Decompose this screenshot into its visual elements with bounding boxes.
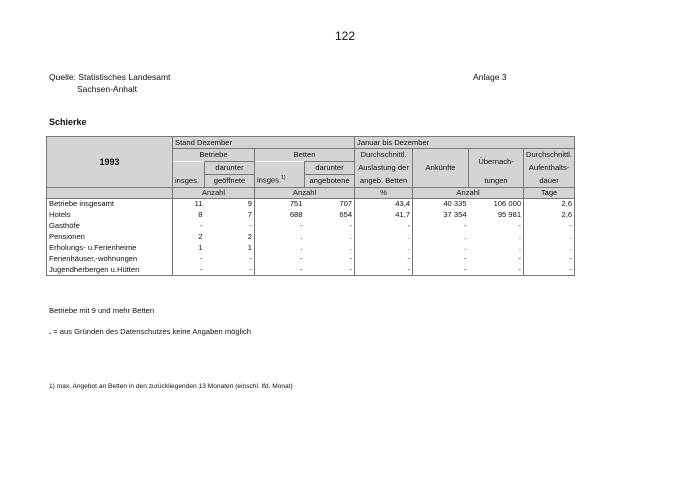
table-row [47,199,575,210]
cell-bt-ang: 707 [339,199,353,209]
row-label: Pensionen [47,232,173,243]
dot-symbol: . [49,327,52,336]
cell-bt-ang: - [305,265,355,276]
cell-ank: - [413,265,469,276]
header-auslastung-3: angeb. Betten [355,175,413,188]
source-line-1: Quelle: Statistisches Landesamt [49,72,171,82]
header-aufenthalt-2: Aufenthalts- [524,162,575,175]
header-ankuenfte: Ankünfte [413,149,469,188]
cell-bt-ang: . [349,243,353,252]
header-betten: Betten [255,149,355,162]
cell-b-ins: 8 [173,210,205,221]
cell-ueb: - [518,254,522,263]
cell-b-ins: 2 [173,232,205,243]
cell-bt-ins: - [255,221,305,232]
header-insges-betriebe: insges. [175,176,200,185]
cell-bt-ins: 751 [255,199,305,210]
cell-ueb: . [518,232,522,241]
cell-b-geo: - [249,221,252,230]
cell-ausl: . [355,232,413,243]
page-number: 122 [334,29,356,43]
cell-b-geo: 1 [247,243,252,252]
header-blank-insges-b [173,162,205,188]
cell-b-geo: 9 [247,199,252,209]
cell-ausl: - [355,265,413,276]
cell-bt-ins: - [255,254,305,265]
header-insges-betten: insges. [257,176,282,185]
cell-aufe: . [524,243,575,254]
header-auslastung-1: Durchschnittl. [355,149,413,162]
cell-ausl: 41,7 [355,210,413,221]
cell-b-geo: 2 [247,232,252,241]
cell-b-geo: 7 [247,210,252,219]
header-darunter-b: darunter [205,162,255,175]
header-auslastung-2: Auslastung der [355,162,413,175]
footnote: 1) max. Angebot an Betten in den zurückliegenden 13 Monaten (einschl. lfd. Monat) [49,383,293,390]
cell-bt-ang: - [349,221,353,230]
cell-ank: 37 354 [413,210,469,221]
cell-ueb: - [469,265,524,276]
row-label: Erholungs- u.Ferienheime [47,243,173,254]
header-aufenthalt-3: dauer [524,175,575,188]
row-label: Ferienhäuser,-wohnungen [47,254,173,265]
cell-ank: 40 335 [413,199,469,210]
unit-percent: % [355,188,413,199]
statistics-table [46,136,575,276]
cell-bt-ins: . [255,243,305,254]
cell-ueb: 95 981 [497,210,522,219]
table-row [47,221,575,232]
cell-b-geo: - [249,254,252,263]
footnote-marker: 1) [281,175,286,182]
cell-b-ins: 11 [173,199,205,210]
cell-ank: - [413,254,469,265]
cell-aufe: - [524,221,575,232]
unit-anzahl-betten: Anzahl [255,188,355,199]
cell-bt-ang: . [349,232,353,241]
unit-anzahl-betriebe: Anzahl [173,188,255,199]
cell-bt-ins: 688 [255,210,305,221]
table-row [47,265,575,276]
row-label: Gasthöfe [47,221,173,232]
cell-ausl: - [355,221,413,232]
cell-bt-ang: 654 [339,210,353,219]
table-body [47,199,575,276]
row-label: Betriebe insgesamt [47,199,173,210]
header-uebernachtungen-1: Übernach- [469,149,524,175]
table-row [47,254,575,265]
header-group-stand: Stand Dezember [173,137,355,149]
cell-aufe: - [524,254,575,265]
cell-ausl: 43,4 [355,199,413,210]
header-geoeffnete: geöffnete [205,175,255,188]
cell-b-ins: 1 [173,243,205,254]
cell-aufe: 2,6 [524,210,575,221]
dot-legend-text: = aus Gründen des Datenschutzes keine Angaben möglich [51,327,252,336]
cell-ank: . [413,232,469,243]
cell-ausl: . [355,243,413,254]
table-row [47,210,575,221]
cell-ueb: - [518,221,522,230]
cell-b-ins: - [173,221,205,232]
cell-ueb: 106 000 [493,199,522,209]
annex-label: Anlage 3 [473,72,507,82]
header-year: 1993 [47,137,173,188]
cell-ank: . [413,243,469,254]
header-betriebe: Betriebe [173,149,255,162]
cell-b-geo: - [205,265,255,276]
header-blank-insges-bt [255,162,305,188]
table-header [47,137,575,199]
cell-ank: - [413,221,469,232]
cell-ueb: . [518,243,522,252]
section-title: Schierke [49,117,87,127]
header-darunter-bt: darunter [305,162,355,175]
cell-b-ins: - [173,265,205,276]
row-label: Jugendherbergen u.Hütten [47,265,173,276]
row-label: Hotels [47,210,173,221]
header-group-jan: Januar bis Dezember [355,137,575,149]
cell-bt-ins: - [255,265,305,276]
cell-aufe: . [524,232,575,243]
table-row [47,232,575,243]
cell-b-ins: - [173,254,205,265]
header-aufenthalt-1: Durchschnittl. [524,149,575,162]
cell-bt-ins: . [255,232,305,243]
header-angebotene: angebotene [305,175,355,188]
table-row [47,243,575,254]
header-unit-blank [47,188,173,199]
cell-bt-ang: - [349,254,353,263]
cell-aufe: - [524,265,575,276]
source-line-2: Sachsen-Anhalt [77,84,138,94]
cell-ausl: - [355,254,413,265]
unit-anzahl-gaeste: Anzahl [413,188,524,199]
unit-tage: Tage [524,188,575,199]
header-uebernachtungen-2: tungen [469,175,524,188]
note-dot-legend [49,327,251,336]
cell-aufe: 2,6 [524,199,575,210]
note-beds: Betriebe mit 9 und mehr Betten [49,306,155,315]
